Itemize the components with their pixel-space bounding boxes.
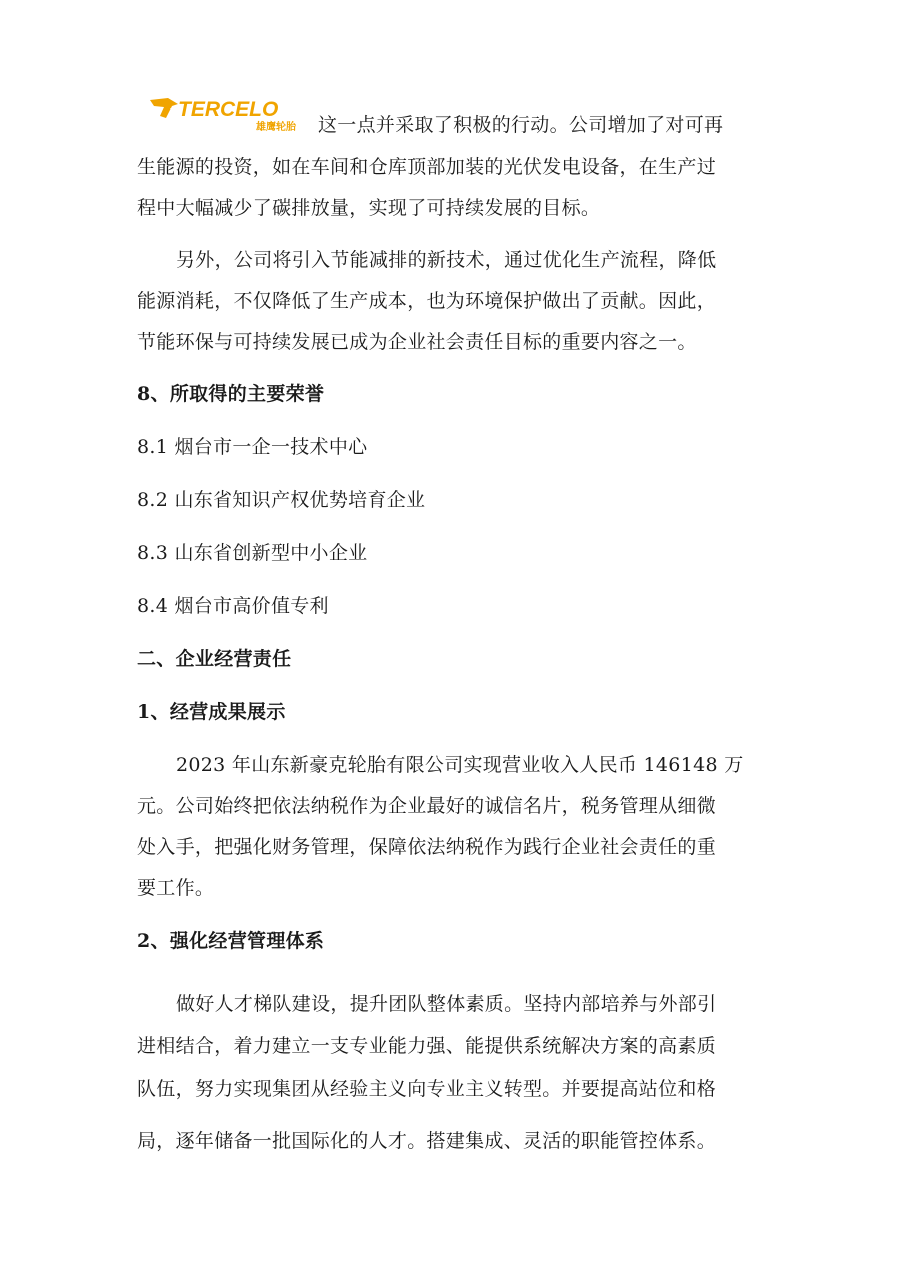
list-item: 8.1 烟台市一企一技术中心	[137, 436, 368, 458]
paragraph-line: 这一点并采取了积极的行动。公司增加了对可再	[318, 114, 724, 136]
paragraph-line: 另外，公司将引入节能减排的新技术，通过优化生产流程，降低	[176, 249, 717, 271]
paragraph-line: 能源消耗，不仅降低了生产成本，也为环境保护做出了贡献。因此，	[137, 290, 717, 312]
paragraph-line: 程中大幅减少了碳排放量，实现了可持续发展的目标。	[137, 197, 601, 219]
list-item: 8.4 烟台市高价值专利	[137, 595, 329, 617]
paragraph-line: 做好人才梯队建设，提升团队整体素质。坚持内部培养与外部引	[176, 993, 717, 1015]
paragraph-line: 队伍，努力实现集团从经验主义向专业主义转型。并要提高站位和格	[137, 1078, 717, 1100]
logo-wordmark: TERCELO	[178, 98, 279, 121]
chapter-heading: 二、企业经营责任	[137, 648, 292, 670]
list-item: 8.2 山东省知识产权优势培育企业	[137, 489, 426, 511]
logo-chinese-subtext: 雄鹰轮胎	[256, 122, 296, 133]
tercelo-logo	[148, 94, 298, 134]
list-item: 8.3 山东省创新型中小企业	[137, 542, 368, 564]
paragraph-line: 进相结合，着力建立一支专业能力强、能提供系统解决方案的高素质	[137, 1035, 717, 1057]
paragraph-line: 生能源的投资，如在车间和仓库顶部加装的光伏发电设备，在生产过	[137, 156, 717, 178]
paragraph-line: 处入手，把强化财务管理，保障依法纳税作为践行企业社会责任的重	[137, 836, 717, 858]
paragraph-line: 节能环保与可持续发展已成为企业社会责任目标的重要内容之一。	[137, 331, 697, 353]
paragraph-line: 要工作。	[137, 877, 215, 899]
section-heading: 2、强化经营管理体系	[137, 930, 325, 952]
section-heading: 8、所取得的主要荣誉	[137, 383, 325, 405]
paragraph-line: 局，逐年储备一批国际化的人才。搭建集成、灵活的职能管控体系。	[137, 1130, 717, 1152]
paragraph-line: 元。公司始终把依法纳税作为企业最好的诚信名片，税务管理从细微	[137, 795, 717, 817]
paragraph-line: 2023 年山东新豪克轮胎有限公司实现营业收入人民币 146148 万	[176, 754, 744, 776]
section-heading: 1、经营成果展示	[137, 701, 286, 723]
